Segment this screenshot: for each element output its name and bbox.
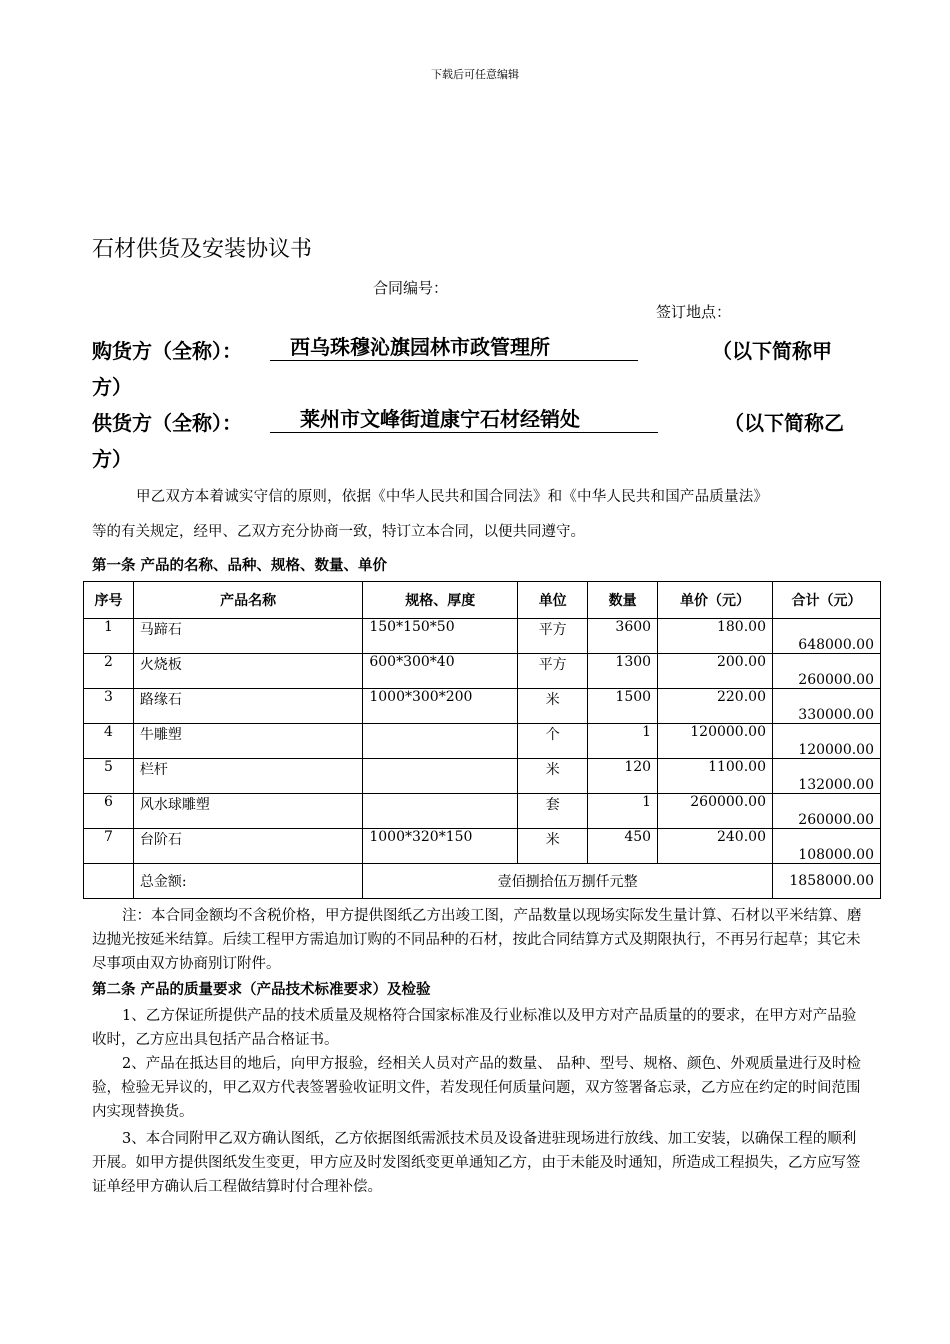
header-note: 下载后可任意编辑 [431, 68, 519, 81]
cell-unit: 平方 [518, 654, 588, 689]
cell-product-name: 马蹄石 [133, 619, 362, 654]
header-index: 序号 [84, 582, 134, 619]
cell-subtotal: 108000.00 [772, 829, 880, 864]
table-row [84, 654, 881, 689]
cell-index: 7 [84, 829, 134, 864]
cell-quantity: 1500 [588, 689, 658, 724]
intro-paragraph-line1: 甲乙双方本着诚实守信的原则，依据《中华人民共和国合同法》和《中华人民共和国产品质量法》 [136, 489, 769, 505]
supplier-line [92, 407, 862, 471]
cell-unit-price: 260000.00 [658, 794, 773, 829]
cell-quantity: 3600 [588, 619, 658, 654]
cell-subtotal: 648000.00 [772, 619, 880, 654]
cell-index: 4 [84, 724, 134, 759]
cell-spec [363, 794, 518, 829]
cell-unit-price: 200.00 [658, 654, 773, 689]
cell-unit: 米 [518, 759, 588, 794]
cell-subtotal: 132000.00 [772, 759, 880, 794]
section1-title: 第一条 产品的名称、品种、规格、数量、单价 [92, 558, 388, 574]
table-total-row [84, 864, 881, 899]
header-unit-price: 单价（元） [658, 582, 773, 619]
supplier-label: 供货方（全称）： [92, 411, 242, 435]
cell-product-name: 火烧板 [133, 654, 362, 689]
clause-2: 2、产品在抵达目的地后，向甲方报验，经相关人员对产品的数量、 品种、型号、规格、颜色、外观质量进行及时检验，检验无异议的，甲乙双方代表签署验收证明文件，若发现任何质量问题，双方签署备忘录，乙方应在约定的时间范围内实现替换货。 [92, 1056, 861, 1120]
cell-unit: 平方 [518, 619, 588, 654]
cell-unit: 米 [518, 829, 588, 864]
cell-unit-price: 120000.00 [658, 724, 773, 759]
total-label: 总金额: [133, 864, 362, 899]
cell-spec: 600*300*40 [363, 654, 518, 689]
cell-unit: 米 [518, 689, 588, 724]
cell-subtotal: 330000.00 [772, 689, 880, 724]
header-quantity: 数量 [588, 582, 658, 619]
section2-title: 第二条 产品的质量要求（产品技术标准要求）及检验 [92, 982, 431, 998]
cell-unit-price: 240.00 [658, 829, 773, 864]
supplier-name: 莱州市文峰街道康宁石材经销处 [270, 406, 658, 433]
cell-subtotal: 260000.00 [772, 654, 880, 689]
cell-quantity: 1 [588, 724, 658, 759]
table-header-row [84, 582, 881, 619]
buyer-line [92, 335, 862, 399]
cell-spec: 1000*320*150 [363, 829, 518, 864]
cell-unit-price: 1100.00 [658, 759, 773, 794]
cell-spec [363, 759, 518, 794]
supplier-suffix: （以下简称乙 [724, 411, 844, 435]
cell-product-name: 牛雕塑 [133, 724, 362, 759]
table-note: 注：本合同金额均不含税价格，甲方提供图纸乙方出竣工图，产品数量以现场实际发生量计算、石材以平米结算、磨边抛光按延米结算。后续工程甲方需追加订购的不同品种的石材，按此合同结算方式及期限执行，不再另行起草；其它未尽事项由双方协商别订附件。 [92, 908, 862, 972]
cell-subtotal: 120000.00 [772, 724, 880, 759]
table-row [84, 829, 881, 864]
header-subtotal: 合计（元） [772, 582, 880, 619]
table-row [84, 619, 881, 654]
cell-spec: 1000*300*200 [363, 689, 518, 724]
supplier-suffix-end: 方） [92, 447, 132, 471]
buyer-suffix: （以下简称甲 [712, 339, 832, 363]
total-amount-value: 1858000.00 [772, 864, 880, 899]
cell-spec: 150*150*50 [363, 619, 518, 654]
cell-unit: 个 [518, 724, 588, 759]
cell-product-name: 台阶石 [133, 829, 362, 864]
header-spec: 规格、厚度 [363, 582, 518, 619]
cell-product-name: 风水球雕塑 [133, 794, 362, 829]
contract-number-label: 合同编号： [373, 279, 449, 297]
intro-paragraph-line2: 等的有关规定，经甲、乙双方充分协商一致，特订立本合同，以便共同遵守。 [92, 524, 585, 540]
clause-3: 3、本合同附甲乙双方确认图纸，乙方依据图纸需派技术员及设备进驻现场进行放线、加工安装，以确保工程的顺利开展。如甲方提供图纸发生变更，甲方应及时发图纸变更单通知乙方，由于未能及时通知，所造成工程损失，乙方应写签证单经甲方确认后工程做结算时付合理补偿。 [92, 1131, 861, 1195]
cell-subtotal: 260000.00 [772, 794, 880, 829]
cell-index: 6 [84, 794, 134, 829]
document-title: 石材供货及安装协议书 [92, 237, 313, 262]
cell-quantity: 450 [588, 829, 658, 864]
cell-unit-price: 220.00 [658, 689, 773, 724]
buyer-name: 西乌珠穆沁旗园林市政管理所 [270, 334, 638, 361]
header-unit: 单位 [518, 582, 588, 619]
cell-spec [363, 724, 518, 759]
buyer-suffix-end: 方） [92, 375, 132, 399]
cell-index: 1 [84, 619, 134, 654]
goods-table [83, 581, 881, 899]
cell-index: 5 [84, 759, 134, 794]
cell-empty [84, 864, 134, 899]
buyer-label: 购货方（全称）： [92, 339, 242, 363]
signing-place-label: 签订地点： [656, 303, 732, 321]
table-row [84, 724, 881, 759]
cell-unit-price: 180.00 [658, 619, 773, 654]
header-product-name: 产品名称 [133, 582, 362, 619]
cell-quantity: 120 [588, 759, 658, 794]
cell-product-name: 路缘石 [133, 689, 362, 724]
table-row [84, 759, 881, 794]
cell-quantity: 1 [588, 794, 658, 829]
table-row [84, 689, 881, 724]
cell-index: 3 [84, 689, 134, 724]
cell-quantity: 1300 [588, 654, 658, 689]
clause-1: 1、乙方保证所提供产品的技术质量及规格符合国家标准及行业标准以及甲方对产品质量的的要求，在甲方对产品验收时，乙方应出具包括产品合格证书。 [92, 1008, 857, 1048]
total-amount-words: 壹佰捌拾伍万捌仟元整 [363, 864, 773, 899]
cell-unit: 套 [518, 794, 588, 829]
cell-product-name: 栏杆 [133, 759, 362, 794]
table-row [84, 794, 881, 829]
cell-index: 2 [84, 654, 134, 689]
